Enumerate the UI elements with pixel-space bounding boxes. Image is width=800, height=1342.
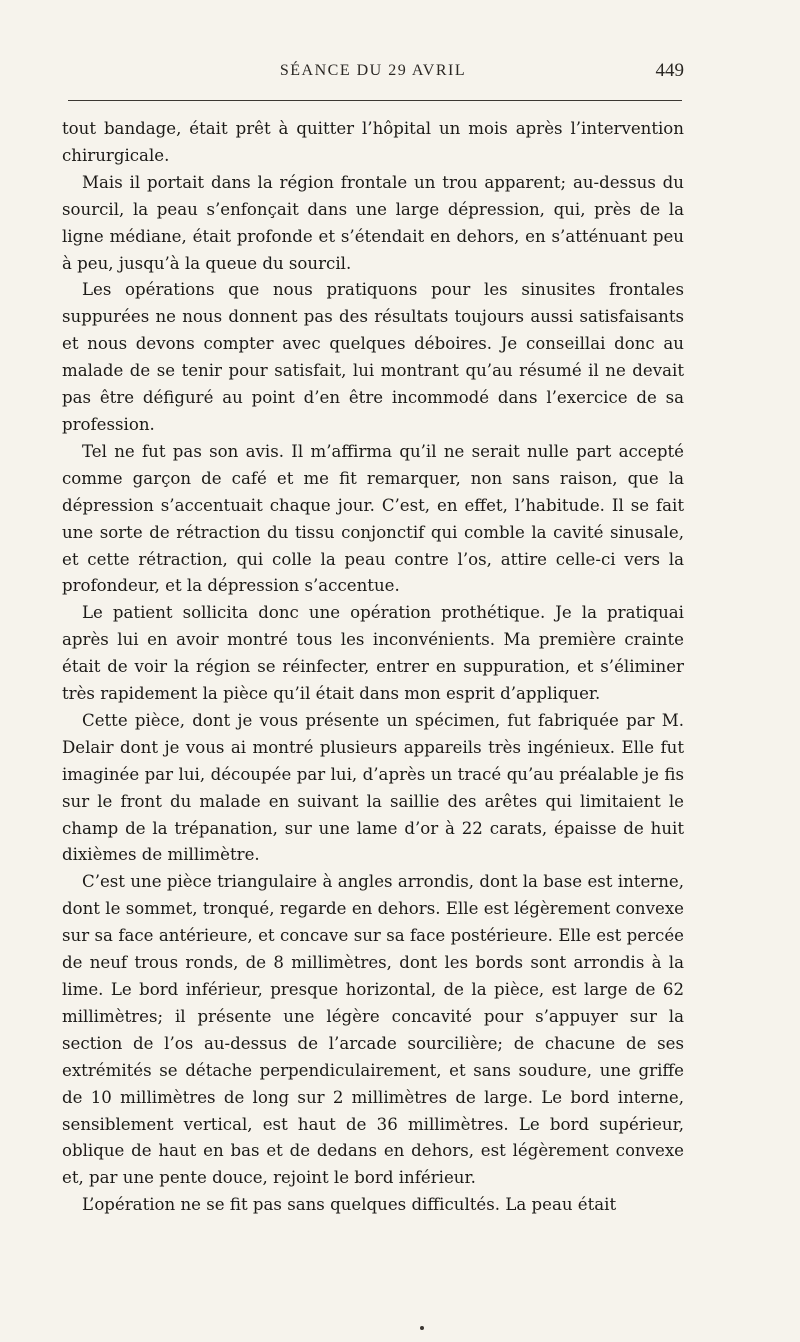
paragraph-8: L’opération ne se fit pas sans quelques difficultés. La peau était: [82, 1195, 617, 1215]
paragraph-6: Cette pièce, dont je vous présente un spécimen, fut fabriquée par M. Delair dont je vous ai montré plusieurs appareils très ingénieux. Elle fut imaginée par lui, découpée par lui, d’après un tracé qu’au préalable je fis sur le front du malade en suivant la saillie des arêtes qui limitaient le champ de la trépanation, sur une lame d’or à 22 carats, épaisse de huit dixièmes de millimètre.: [62, 710, 684, 865]
printer-mark: [420, 1326, 424, 1330]
page-number: 449: [655, 60, 684, 81]
paragraph-4: Tel ne fut pas son avis. Il m’affirma qu’il ne serait nulle part accepté comme garçon de café et me fit remarquer, non sans raison, que la dépression s’accentuait chaque jour. C’est, en effet, l’habitude. Il se fait une sorte de rétraction du tissu conjonctif qui comble la cavité sinusale, et cette rétraction, qui colle la peau contre l’os, attire celle-ci vers la profondeur, et la dépression s’accentue.: [62, 441, 684, 596]
running-head: SÉANCE DU 29 AVRIL: [279, 62, 467, 79]
paragraph-5: Le patient sollicita donc une opération prothétique. Je la pratiquai après lui en avoir montré tous les inconvénients. Ma première crainte était de voir la région se réinfecter, entrer en suppuration, et s’éliminer très rapidement la pièce qu’il était dans mon esprit d’appliquer.: [62, 603, 684, 704]
paragraph-7: C’est une pièce triangulaire à angles arrondis, dont la base est interne, dont le sommet, tronqué, regarde en dehors. Elle est légèrement convexe sur sa face antérieure, et concave sur sa face postérieure. Elle est percée de neuf trous ronds, de 8 millimètres, dont les bords sont arrondis à la lime. Le bord inférieur, presque horizontal, de la pièce, est large de 62 millimètres; il présente une légère concavité pour s’appuyer sur la section de l’os au-dessus de l’arcade sourcilière; de chacune de ses extrémités se détache perpendiculairement, et sans soudure, une griffe de 10 millimètres de long sur 2 millimètres de large. Le bord interne, sensiblement vertical, est haut de 36 millimètres. Le bord supérieur, oblique de haut en bas et de dedans en dehors, est légèrement convexe et, par une pente douce, rejoint le bord inférieur.: [62, 872, 684, 1188]
body-text: [62, 116, 684, 1219]
paragraph-2: Mais il portait dans la région frontale un trou apparent; au-dessus du sourcil, la peau s’enfonçait dans une large dépression, qui, près de la ligne médiane, était profonde et s’étendait en dehors, en s’atténuant peu à peu, jusqu’à la queue du sourcil.: [62, 172, 684, 273]
page-header: [62, 52, 684, 92]
header-rule: [68, 100, 682, 101]
paragraph-1: tout bandage, était prêt à quitter l’hôpital un mois après l’intervention chirurgicale.: [62, 119, 684, 165]
paragraph-3: Les opérations que nous pratiquons pour les sinusites frontales suppurées ne nous donnent pas des résultats toujours aussi satisfaisants et nous devons compter avec quelques déboires. Je conseillai donc au malade de se tenir pour satisfait, lui montrant qu’au résumé il ne devait pas être défiguré au point d’en être incommodé dans l’exercice de sa profession.: [62, 280, 684, 434]
